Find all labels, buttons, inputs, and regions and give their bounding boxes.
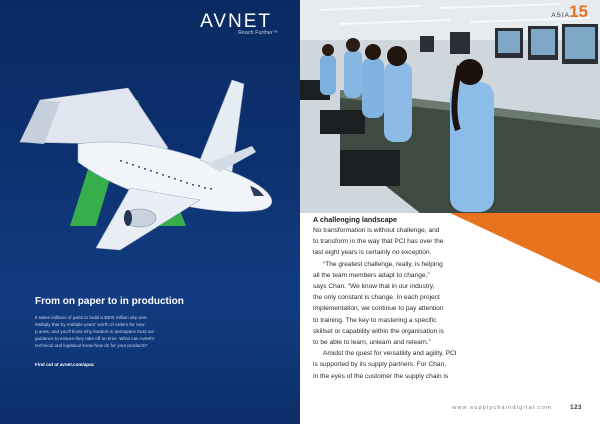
magazine-article-page — [300, 0, 600, 424]
article-line: in the eyes of the customer the supply chain is — [313, 372, 449, 380]
ad-body-line: p anes, and you'll know why leaders in aerospace trust our — [35, 329, 155, 334]
ad-body-line: Multiply that by multiple years' worth of orders for new — [35, 322, 145, 327]
avnet-tagline: Reach Further™ — [238, 30, 278, 36]
article-line: No transformation is without challenge, and — [313, 227, 440, 234]
article-line: skillset or capability within the organisation is — [313, 327, 444, 335]
article-line: says Chan. “We know that in our industry, — [313, 283, 435, 291]
article-line: “The greatest challenge, really, is helping — [323, 260, 443, 268]
article-line: all the team members adapt to change,” — [313, 271, 430, 279]
article-line: to transform in the way that PCI has over the — [313, 238, 444, 246]
avnet-logo: AVNET — [200, 11, 272, 32]
ad-body-line: technical and logistical know-how do for your products? — [35, 343, 148, 348]
footer-website-link[interactable]: www.supplychaindigital.com — [452, 405, 552, 411]
factory-workers-photo — [300, 0, 600, 213]
ad-cta-link[interactable]: Find out at avnet.com/apac — [35, 362, 95, 367]
airplane-illustration — [0, 60, 300, 260]
page-number: 123 — [570, 404, 582, 411]
article-line: implementation, we continue to pay attention — [313, 305, 444, 313]
ad-headline: From on paper to in production — [35, 296, 184, 307]
article-line: Amidst the quest for versatility and agility, PCI — [323, 350, 457, 358]
article-line: last eight years is certainly no exception. — [313, 249, 432, 257]
section-number: 15 — [569, 2, 588, 21]
section-label: ASIA — [551, 12, 570, 19]
article-text-column — [313, 214, 505, 382]
article-line: to be able to learn, unlearn and relearn.” — [313, 339, 431, 347]
ad-body-line: It takes millions of parts to build a $300 million airp ane. — [35, 315, 148, 320]
article-line: is supported by its supply partners. For Chan, — [313, 361, 447, 369]
ad-body-line: guidance to ensure they take off on time. What can Avnet's — [35, 336, 155, 341]
article-line: the only constant is change. In each project — [313, 294, 440, 302]
article-subheading: A challenging landscape — [313, 215, 398, 224]
ad-body-copy — [35, 314, 235, 349]
article-line: to training. The key to mastering a specific — [313, 316, 437, 324]
